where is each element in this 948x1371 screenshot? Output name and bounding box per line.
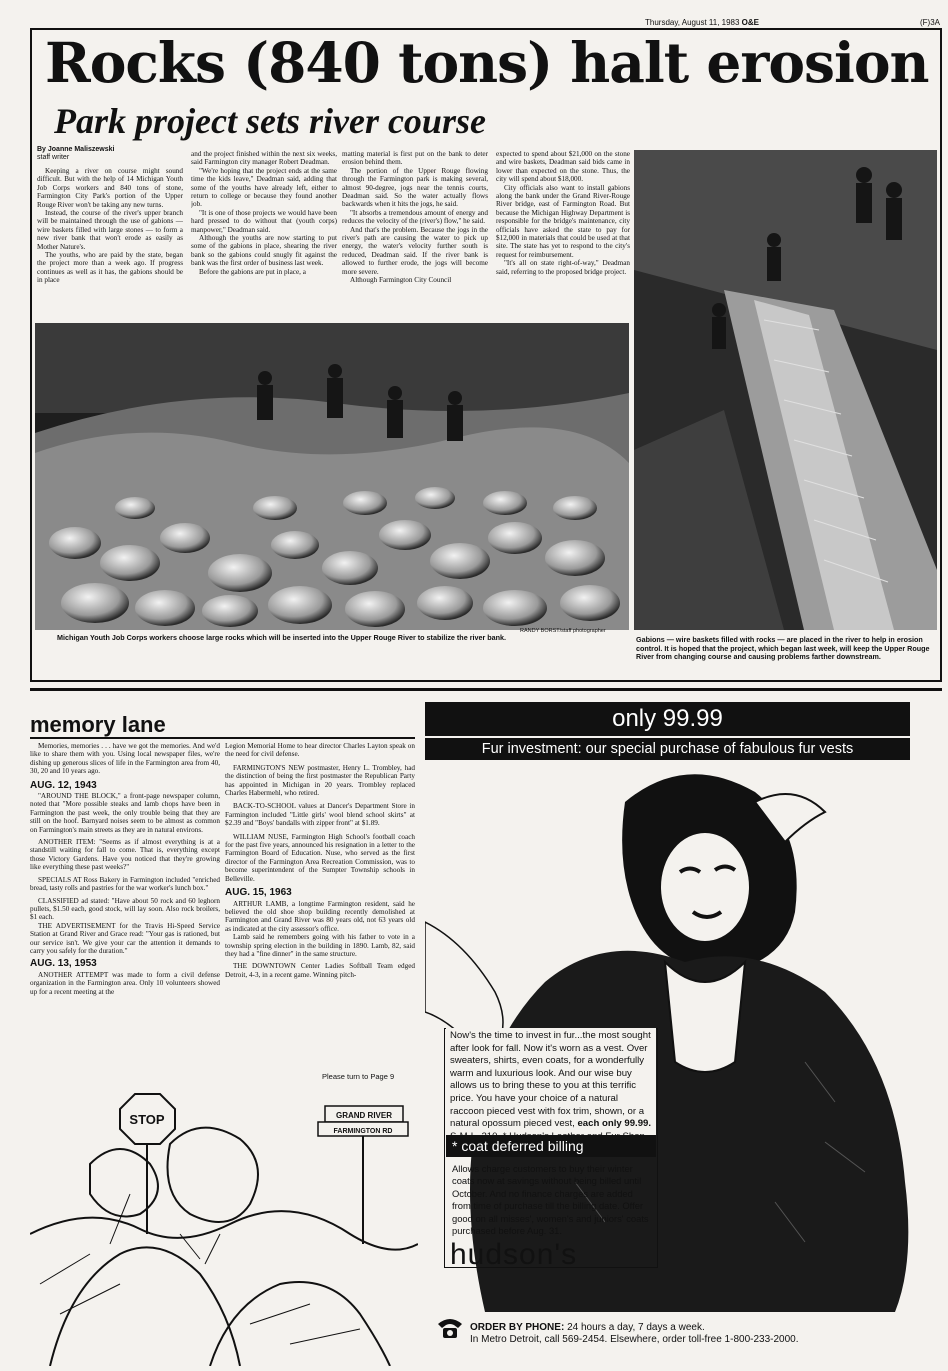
order-hours: 24 hours a day, 7 days a week.	[567, 1322, 705, 1333]
paragraph: And that's the problem. Because the jogs in the river's path are causing the water to pick up energy, the water's velocity further south is reduced, Deadman said. If the river bank is allowed to further erode, the jogs will become more severe.	[342, 225, 488, 276]
paragraph: matting material is first put on the bank to deter erosion behind them.	[342, 150, 488, 167]
dateline	[645, 18, 940, 27]
photo-caption-1: Michigan Youth Job Corps workers choose large rocks which will be inserted into the Upper Rouge River to stabilize the river bank.	[57, 633, 507, 642]
deferred-billing-text: Allows charge customers to buy their winter coats now at savings without being billed until October. And no finance charges are added from time of purchase till the billing date. Offer good on all misses', women's and juniors' coats purchased before Aug. 31.	[452, 1163, 649, 1237]
order-by-phone	[470, 1322, 799, 1346]
paragraph: Although the youths are now starting to put some of the gabions in place, shearing the river bank so the gabions could snugly fit against the bank was the first order of business last week.	[191, 234, 337, 268]
article-column-3	[342, 150, 488, 317]
headline: Rocks (840 tons) halt erosion	[45, 30, 929, 95]
telephone-icon	[436, 1316, 464, 1340]
street-sign-text-1: GRAND RIVER	[335, 1111, 393, 1120]
stop-sign-text: STOP	[129, 1112, 165, 1127]
photo-credit: RANDY BORST/staff photographer	[520, 628, 606, 634]
paragraph: expected to spend about $21,000 on the stone and wire baskets, Deadman said bids came in lower than expected on the stone. Thus, the city will spend about $18,000.	[496, 150, 630, 184]
article-column-1	[37, 167, 183, 317]
memory-item: ANOTHER ITEM: "Seems as if almost everything is at a standstill waiting for fall to come. That is, everything except those Victory Gardens. Have you noticed that they're growing like everything these past weeks?"	[30, 838, 220, 872]
memory-item: WILLIAM NUSE, Farmington High School's football coach for the past five years, announced his resignation in a letter to the Farmington Board of Education. Nuse, who served as the first director of the Farmington Area Recreation Commission, was to become superintendent of the Sumpter Township schools in Belleville.	[225, 832, 415, 883]
photo-caption-2: Gabions — wire baskets filled with rocks — are placed in the river to help in erosion control. It is hoped that the project, which began last week, will keep the Upper Rouge River from changing course and causing problems farther downstream.	[636, 635, 930, 661]
memory-item: Legion Memorial Home to hear director Charles Layton speak on the need for civil defense.	[225, 742, 415, 759]
section-divider	[30, 688, 942, 691]
article-column-2	[191, 150, 337, 317]
gabions-photo	[634, 150, 937, 630]
continued-notice: Please turn to Page 9	[322, 1072, 395, 1081]
memory-column-1	[30, 742, 220, 1082]
memory-item: FARMINGTON'S NEW postmaster, Henry L. Trombley, had the distinction of being the first postmaster the Republican Party has appointed in Michigan in 20 years. Trombley replaced Charles Habermehl, who retired.	[225, 763, 415, 798]
order-label: ORDER BY PHONE:	[470, 1322, 565, 1333]
cartoon-illustration	[30, 1084, 418, 1366]
ad-price-banner: only 99.99	[425, 702, 910, 736]
ad-tagline-banner: Fur investment: our special purchase of fabulous fur vests	[425, 738, 910, 760]
memory-item: THE ADVERTISEMENT for the Travis Hi-Speed Service Station at Grand River and Grace read: "Your gas is rationed, but our service isn't. We give your car the attention it demands to carry you safely for the duration."	[30, 921, 220, 955]
ad-body	[446, 1028, 656, 1145]
paragraph: Instead, the course of the river's upper branch will be maintained through the use of gabions — wire baskets filled with large stones — to form a new river bank that won't erode as easily as Mother Nature's.	[37, 209, 183, 251]
memory-intro: Memories, memories . . . have we got the memories. And we'd like to share them with you. Using local newspaper files, we're dishing up generous slices of life in the Farmington area from 40, 30, 20 and 10 years ago.	[30, 742, 220, 776]
memory-date-1953: AUG. 13, 1953	[30, 958, 97, 970]
section-name: O&E	[741, 18, 760, 27]
paragraph: The youths, who are paid by the state, began the project more than a week ago. If progress continues as well as it has, the gabions should be in place	[37, 251, 183, 285]
paragraph: Although Farmington City Council	[350, 276, 452, 285]
memory-item: "AROUND THE BLOCK," a front-page newspaper column, noted that "More possible steaks and lamb chops have been in Farmington the past week, the only trouble being that they are still on the hoof. Barnyard noises seem to be almost as common on Farmington's main streets as they are in natural environs.	[30, 792, 220, 834]
paragraph: Keeping a river on course might sound difficult. But with the help of 14 Michigan Youth Job Corps workers and 840 tons of stone, Farmington City Park's portion of the Upper Rouge River won't be taking any new turns.	[37, 167, 183, 209]
paragraph: Before the gabions are put in place, a	[199, 267, 306, 276]
deferred-billing-title: * coat deferred billing	[446, 1135, 656, 1157]
memory-date-1943: AUG. 12, 1943	[30, 779, 97, 791]
hudsons-logo: hudson's	[450, 1238, 578, 1271]
ad-body-text: Now's the time to invest in fur...the most sought after look for fall. Now it's worn as a vest. Over sweaters, shirts, even coats, for a wonderfully warm and luxurious look. And our wise buy allows us to bring these to you at this terrific price. You have your choice of a natural raccoon pieced vest with fox trim, shown, or a natural opossum pieced vest,	[450, 1030, 651, 1130]
paragraph: and the project finished within the next six weeks, said Farmington city manager Robert Deadman.	[191, 150, 337, 167]
byline-role: staff writer	[37, 154, 70, 161]
byline	[37, 146, 114, 162]
memory-column-2	[225, 742, 415, 1067]
ad-body-price: each only 99.99.	[577, 1118, 652, 1130]
byline-name: By Joanne Maliszewski	[37, 146, 115, 153]
memory-item: BACK-TO-SCHOOL values at Dancer's Department Store in Farmington included "Little girls' wool blend school skirts" at $2.39 and "Boys' bandalls with zipper front" at $1.89.	[225, 802, 415, 828]
paragraph: The portion of the Upper Rouge flowing through the Farmington park is making several, almost 90-degree, jogs near the tennis courts, Deadman said. So the water actually flows backwards when it hits the jogs, he said.	[342, 166, 488, 209]
memory-item: ARTHUR LAMB, a longtime Farmington resident, said he believed the old shoe shop building recently demolished at Farmington and Grand River was 80 years old, not 63 years old as indicated at the city assessor's office.	[225, 899, 415, 933]
paragraph: City officials also want to install gabions along the bank under the Grand River-Rouge River bridge, east of Farmington Road. But because the Michigan Highway Department is responsible for the bridge's maintenance, city officials have asked the state to pay for $12,000 in materials that could be used at that site. The state has yet to respond to the city's request for reimbursement.	[496, 183, 630, 259]
paragraph: "It's all on state right-of-way," Deadman said, referring to the proposed bridge project.	[496, 259, 630, 276]
subhead: Park project sets river course	[54, 101, 486, 141]
memory-item: Lamb said he remembers going with his father to vote in a township spring election in the building in 1890. Lamb, 82, said they had a "fine dinner" in the same structure.	[225, 933, 415, 958]
memory-item: SPECIALS AT Ross Bakery in Farmington included "enriched bread, tasty rolls and pastries for the war worker's lunch box."	[30, 875, 220, 893]
memory-item: THE DOWNTOWN Center Ladies Softball Team edged Detroit, 4-3, in a recent game. Winning pitch-	[225, 962, 415, 979]
issue-date: Thursday, August 11, 1983	[645, 18, 740, 27]
memory-lane-title: memory lane	[30, 712, 166, 737]
memory-date-1963: AUG. 15, 1963	[225, 887, 292, 899]
paragraph: "It is one of those projects we would have been hard pressed to do without that (youth corps) manpower," Deadman said.	[191, 208, 337, 234]
article-column-4	[496, 150, 630, 332]
memory-lane-rule	[30, 737, 415, 739]
paragraph: "It absorbs a tremendous amount of energy and reduces the velocity of the (river's) flow," he said.	[342, 208, 488, 226]
rocks-photo	[35, 323, 629, 630]
page-number: (F)3A	[920, 18, 940, 27]
paragraph: "We're hoping that the project ends at the same time the kids leave," Deadman said, adding that some of the youths have already left, either to return to college or because they found another job.	[191, 166, 337, 209]
memory-item: ANOTHER ATTEMPT was made to form a civil defense organization in the Farmington area. Only 10 volunteers showed up for a recent meeting at the	[30, 970, 220, 996]
order-phone-numbers: In Metro Detroit, call 569-2454. Elsewhere, order toll-free 1-800-233-2000.	[470, 1334, 799, 1345]
memory-item: CLASSIFIED ad stated: "Have about 50 rock and 60 leghorn pullets, $1.50 each, good stock, will lay soon. Also rock broilers, $1 each.	[30, 896, 220, 922]
street-sign-text-2: FARMINGTON RD	[333, 1128, 393, 1135]
